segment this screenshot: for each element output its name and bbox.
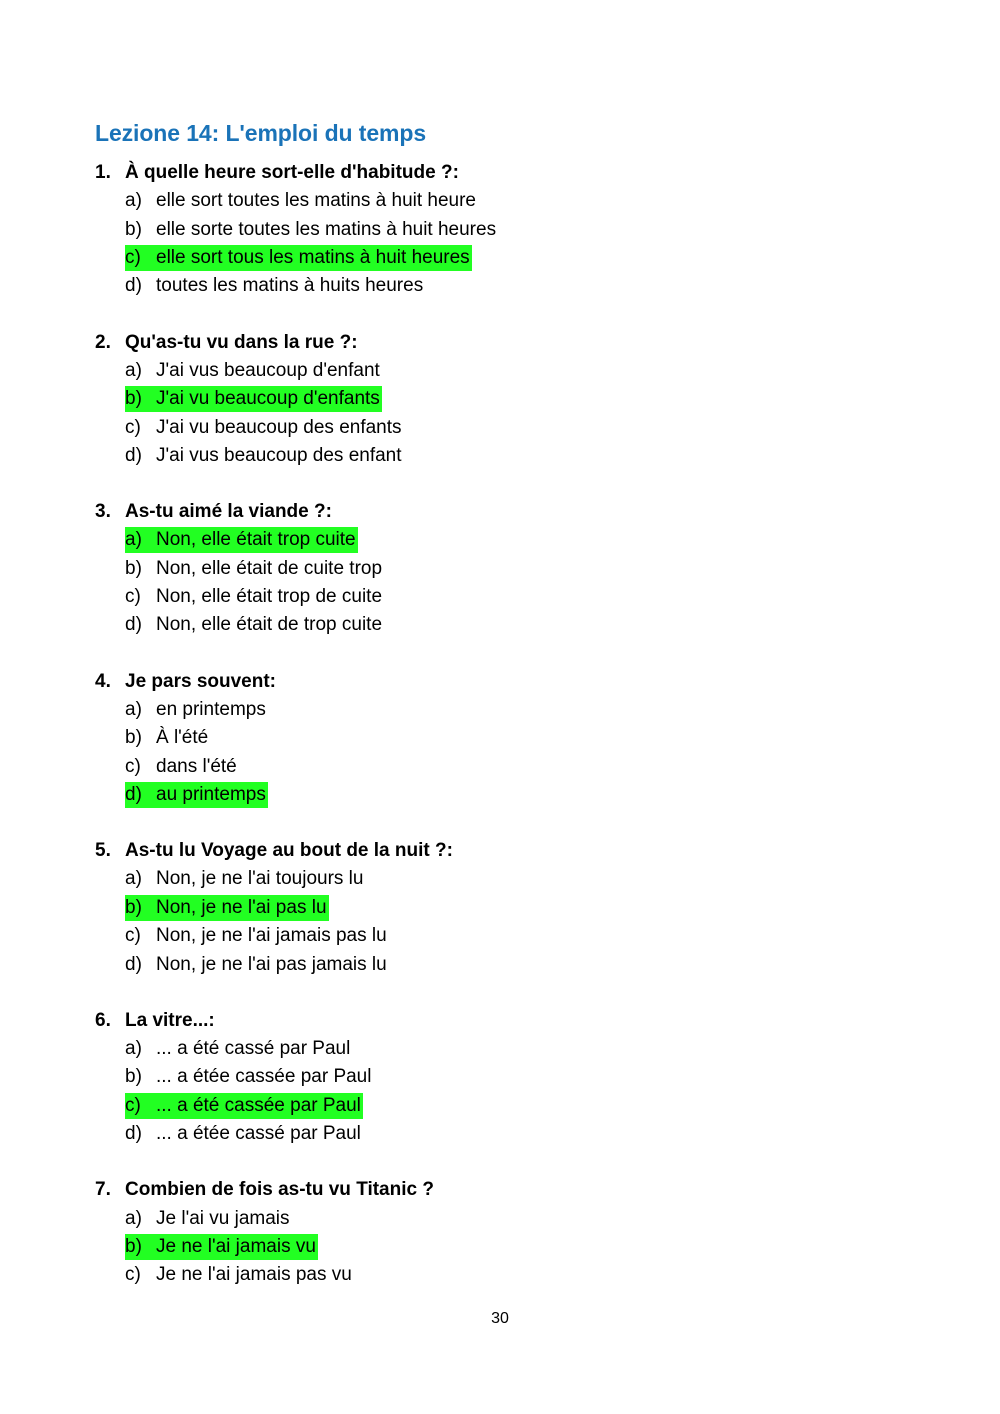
option-text: toutes les matins à huits heures <box>156 275 424 297</box>
answer-option <box>95 1092 915 1120</box>
question-text: Combien de fois as-tu vu Titanic ? <box>125 1179 434 1201</box>
option-letter: c) <box>125 1264 141 1286</box>
answer-option-body <box>125 1206 292 1232</box>
option-text: J'ai vus beaucoup d'enfant <box>156 359 380 381</box>
option-text: J'ai vu beaucoup des enfants <box>156 416 402 438</box>
answer-option-body <box>125 952 389 978</box>
answer-option <box>95 752 915 780</box>
answer-options <box>95 526 915 640</box>
correct-answer-highlight <box>125 782 268 808</box>
answer-option <box>95 385 915 413</box>
answer-option-body <box>125 556 384 582</box>
answer-option-body <box>125 725 210 751</box>
answer-option <box>95 526 915 554</box>
question-heading <box>95 837 915 865</box>
answer-option <box>95 1063 915 1091</box>
option-letter: a) <box>125 1038 142 1059</box>
question-6 <box>95 1007 915 1149</box>
question-number: 4. <box>95 670 111 692</box>
option-text: elle sort toutes les matins à huit heure <box>156 190 477 212</box>
correct-answer-highlight <box>125 895 329 921</box>
page-number: 30 <box>491 1310 509 1327</box>
question-heading <box>95 498 915 526</box>
question-3 <box>95 498 915 640</box>
option-text: ... a été cassée par Paul <box>156 1094 361 1116</box>
option-letter: d) <box>125 1123 142 1145</box>
question-text: Qu'as-tu vu dans la rue ?: <box>125 331 358 353</box>
option-letter: c) <box>125 925 141 947</box>
option-letter: d) <box>125 275 142 297</box>
option-text: J'ai vus beaucoup des enfant <box>156 444 402 466</box>
option-text: À l'été <box>156 727 209 749</box>
question-number: 6. <box>95 1009 111 1031</box>
question-text: Je pars souvent: <box>125 670 276 692</box>
option-letter: d) <box>125 614 142 636</box>
option-text: Non, je ne l'ai pas lu <box>156 896 327 918</box>
answer-option <box>95 611 915 639</box>
option-text: Je ne l'ai jamais pas vu <box>156 1264 352 1286</box>
answer-option-body <box>125 1121 363 1147</box>
correct-answer-highlight <box>125 245 472 271</box>
correct-answer-highlight <box>125 527 358 553</box>
answer-option <box>95 413 915 441</box>
option-letter: a) <box>125 1207 142 1229</box>
question-list <box>95 159 915 1318</box>
question-number: 7. <box>95 1179 111 1201</box>
answer-option-body <box>125 443 404 469</box>
question-1 <box>95 159 915 301</box>
option-text: Je l'ai vu jamais <box>156 1207 290 1229</box>
option-text: ... a été cassé par Paul <box>156 1038 351 1059</box>
option-text: ... a étée cassée par Paul <box>156 1066 372 1088</box>
option-text: Non, elle était de cuite trop <box>156 557 383 579</box>
answer-option <box>95 950 915 978</box>
answer-option <box>95 583 915 611</box>
answer-option-body <box>125 188 478 214</box>
question-text: As-tu lu Voyage au bout de la nuit ?: <box>125 840 453 862</box>
correct-answer-highlight <box>125 1234 318 1260</box>
option-text: en printemps <box>156 698 266 720</box>
option-letter: b) <box>125 896 142 918</box>
question-text: La vitre...: <box>125 1009 215 1031</box>
answer-option <box>95 1261 915 1289</box>
answer-option <box>95 215 915 243</box>
option-text: Non, je ne l'ai pas jamais lu <box>156 953 387 975</box>
answer-options <box>95 696 915 810</box>
answer-option <box>95 555 915 583</box>
option-letter: b) <box>125 1066 142 1088</box>
answer-option <box>95 724 915 752</box>
answer-option-body <box>125 273 425 299</box>
answer-option <box>95 696 915 724</box>
option-letter: c) <box>125 586 141 608</box>
question-text: À quelle heure sort-elle d'habitude ?: <box>125 162 459 183</box>
answer-option-body <box>125 584 384 610</box>
answer-option <box>95 1035 915 1063</box>
question-number: 5. <box>95 840 111 862</box>
correct-answer-highlight <box>125 1093 363 1119</box>
option-letter: a) <box>125 698 142 720</box>
answer-option <box>95 1204 915 1232</box>
question-2 <box>95 329 915 471</box>
correct-answer-highlight <box>125 386 382 412</box>
option-letter: a) <box>125 529 142 551</box>
option-letter: a) <box>125 868 142 890</box>
option-text: J'ai vu beaucoup d'enfants <box>156 388 380 410</box>
option-letter: c) <box>125 755 141 777</box>
answer-option-body <box>125 415 404 441</box>
question-7 <box>95 1176 915 1289</box>
answer-option-body <box>125 1064 373 1090</box>
option-text: Non, elle était de trop cuite <box>156 614 383 636</box>
answer-options <box>95 1035 915 1149</box>
option-letter: b) <box>125 1235 142 1257</box>
question-heading <box>95 1176 915 1204</box>
answer-option-body <box>125 217 498 243</box>
answer-option-body <box>125 1262 354 1288</box>
answer-options <box>95 865 915 979</box>
option-letter: b) <box>125 388 142 410</box>
option-letter: d) <box>125 784 142 806</box>
option-letter: c) <box>125 1094 141 1116</box>
page-title: Lezione 14: L'emploi du temps <box>95 120 427 146</box>
answer-option <box>95 894 915 922</box>
option-letter: a) <box>125 190 142 212</box>
answer-option <box>95 187 915 215</box>
question-number: 3. <box>95 501 111 523</box>
option-letter: b) <box>125 557 142 579</box>
option-letter: a) <box>125 359 142 381</box>
question-number: 2. <box>95 331 111 353</box>
answer-option-body <box>125 754 239 780</box>
option-text: ... a étée cassé par Paul <box>156 1123 361 1145</box>
question-heading <box>95 668 915 696</box>
answer-option <box>95 865 915 893</box>
question-4 <box>95 668 915 810</box>
option-text: Non, elle était trop cuite <box>156 529 356 551</box>
option-text: Non, elle était trop de cuite <box>156 586 383 608</box>
answer-option <box>95 357 915 385</box>
question-text: As-tu aimé la viande ?: <box>125 501 332 523</box>
option-letter: d) <box>125 953 142 975</box>
answer-option <box>95 272 915 300</box>
option-text: au printemps <box>156 784 266 806</box>
option-letter: b) <box>125 727 142 749</box>
answer-option-body <box>125 923 389 949</box>
answer-option <box>95 244 915 272</box>
option-text: elle sort tous les matins à huit heures <box>156 246 470 268</box>
question-heading <box>95 1007 915 1035</box>
answer-option-body <box>125 612 384 638</box>
answer-option-body <box>125 1036 352 1062</box>
option-text: elle sorte toutes les matins à huit heures <box>156 218 497 240</box>
option-letter: c) <box>125 416 141 438</box>
answer-option <box>95 1233 915 1261</box>
answer-option <box>95 442 915 470</box>
option-text: Non, je ne l'ai jamais pas lu <box>156 925 387 947</box>
question-heading <box>95 329 915 357</box>
answer-option <box>95 781 915 809</box>
option-letter: b) <box>125 218 142 240</box>
option-text: dans l'été <box>156 755 237 777</box>
answer-option <box>95 922 915 950</box>
question-5 <box>95 837 915 979</box>
option-letter: d) <box>125 444 142 466</box>
answer-option <box>95 1120 915 1148</box>
option-text: Je ne l'ai jamais vu <box>156 1235 316 1257</box>
option-text: Non, je ne l'ai toujours lu <box>156 868 364 890</box>
option-letter: c) <box>125 246 141 268</box>
answer-options <box>95 357 915 471</box>
answer-options <box>95 1204 915 1289</box>
question-heading <box>95 159 915 187</box>
answer-option-body <box>125 866 365 892</box>
answer-options <box>95 187 915 301</box>
question-number: 1. <box>95 162 111 183</box>
answer-option-body <box>125 358 382 384</box>
answer-option-body <box>125 697 268 723</box>
